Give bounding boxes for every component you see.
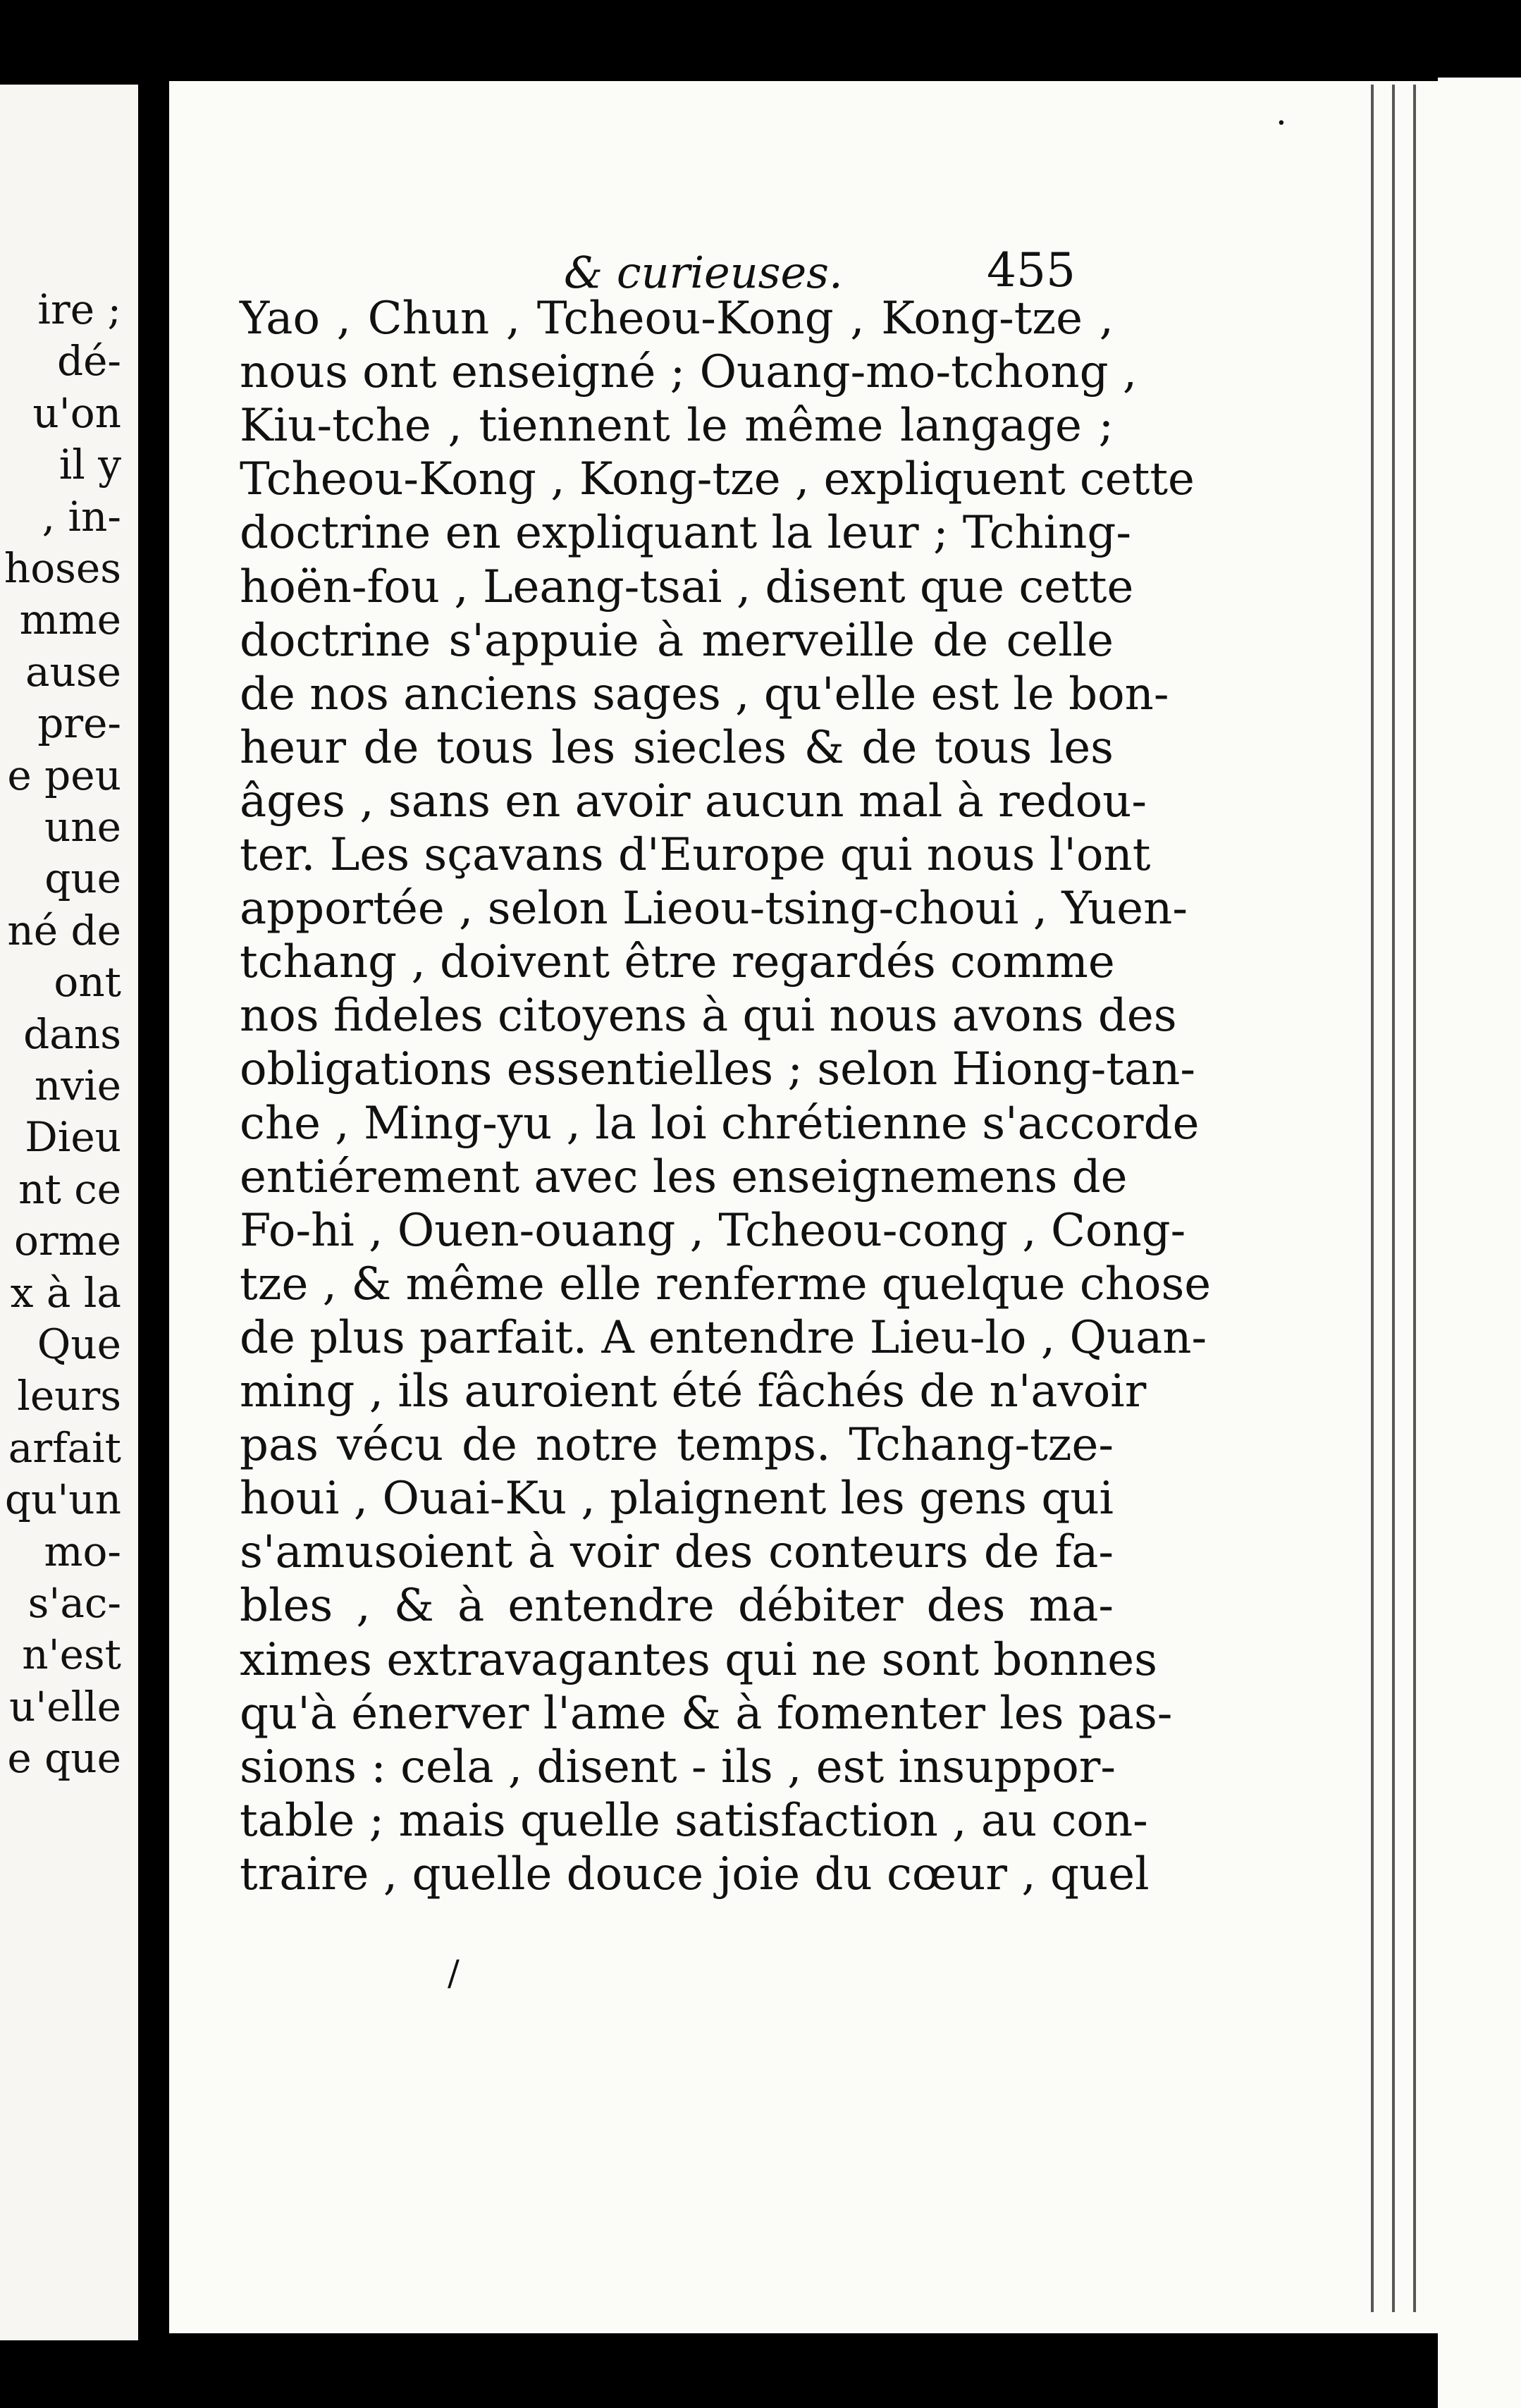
facing-page-line: Dieu <box>25 1113 121 1162</box>
facing-page-line: dans <box>23 1009 121 1058</box>
body-text-line: nous ont enseigné ; Ouang-mo-tchong , <box>240 346 1138 399</box>
body-text-line: de nos anciens sages , qu'elle est le bon- <box>240 668 1169 720</box>
facing-page-line: il y <box>58 441 121 489</box>
body-text-line: Fo-hi , Ouen-ouang , Tcheou-cong , Cong- <box>240 1204 1186 1257</box>
facing-page-line: leurs <box>17 1372 121 1420</box>
facing-page-line: u'elle <box>8 1682 121 1731</box>
body-text-line: table ; mais quelle satisfaction , au con- <box>240 1794 1148 1847</box>
body-text-line: doctrine en expliquant la leur ; Tching- <box>240 507 1131 560</box>
body-text-line: Yao , Chun , Tcheou-Kong , Kong-tze , <box>240 293 1114 345</box>
body-text-line: tze , & même elle renferme quelque chose <box>240 1258 1212 1310</box>
body-text-line: qu'à énerver l'ame & à fomenter les pas- <box>240 1687 1173 1740</box>
body-text-line: âges , sans en avoir aucun mal à redou- <box>240 775 1147 828</box>
body-text-line: nos fideles citoyens à qui nous avons des <box>240 990 1177 1043</box>
facing-page-line: mo- <box>44 1527 121 1575</box>
facing-page-line: hoses <box>4 544 121 592</box>
body-text-line: houi , Ouai-Ku , plaignent les gens qui <box>240 1473 1114 1525</box>
body-text-line: ming , ils auroient été fâchés de n'avoir <box>240 1365 1147 1418</box>
facing-page-line: ire ; <box>37 285 121 333</box>
stray-mark: / <box>448 1953 460 1994</box>
running-head: & curieuses. <box>564 247 843 298</box>
body-text-line: che , Ming-yu , la loi chrétienne s'accorde <box>240 1097 1200 1150</box>
body-text-line: doctrine s'appuie à merveille de celle <box>240 614 1114 667</box>
facing-page-line: s'ac- <box>27 1579 121 1627</box>
facing-page-line: u'on <box>32 388 121 437</box>
page-edge <box>1392 85 1395 2312</box>
body-text-line: traire , quelle douce joie du cœur , quel <box>240 1848 1150 1900</box>
page-number: 455 <box>987 243 1076 297</box>
facing-page-line: e peu <box>7 751 121 799</box>
facing-page-line: Que <box>37 1320 121 1368</box>
facing-page-line: dé- <box>56 337 121 386</box>
facing-page-line: né de <box>7 906 121 954</box>
page-edge <box>1371 85 1374 2312</box>
facing-page <box>0 85 138 2340</box>
book-gutter <box>138 85 169 2340</box>
page-edge <box>1413 85 1416 2312</box>
body-text-line: ter. Les sçavans d'Europe qui nous l'ont <box>240 829 1151 881</box>
body-text-line: pas vécu de notre temps. Tchang-tze- <box>240 1419 1114 1472</box>
body-text-line: ximes extravagantes qui ne sont bonnes <box>240 1633 1157 1686</box>
facing-page-line: nvie <box>35 1062 121 1110</box>
body-text-line: sions : cela , disent - ils , est insuppor- <box>240 1740 1116 1793</box>
facing-page-line: mme <box>19 596 121 644</box>
body-text-line: obligations essentielles ; selon Hiong-tan- <box>240 1043 1195 1096</box>
facing-page-line: e que <box>7 1734 121 1783</box>
facing-page-line: que <box>44 854 121 903</box>
facing-page-line: une <box>44 803 121 851</box>
facing-page-line: x à la <box>10 1268 121 1317</box>
facing-page-line: arfait <box>8 1423 121 1472</box>
body-text-line: hoën-fou , Leang-tsai , disent que cette <box>240 560 1134 613</box>
page-right-margin <box>1438 78 1521 2408</box>
facing-page-line: n'est <box>22 1630 121 1679</box>
body-text-line: s'amusoient à voir des conteurs de fa- <box>240 1526 1114 1579</box>
body-text-line: Tcheou-Kong , Kong-tze , expliquent cette <box>240 453 1195 506</box>
body-text-line: tchang , doivent être regardés comme <box>240 936 1115 989</box>
body-text-line: Kiu-tche , tiennent le même langage ; <box>240 400 1114 453</box>
facing-page-line: , in- <box>42 492 121 541</box>
speck-mark: · <box>1276 102 1287 143</box>
facing-page-line: orme <box>14 1217 121 1265</box>
facing-page-line: nt ce <box>18 1165 121 1213</box>
body-text-line: bles , & à entendre débiter des ma- <box>240 1580 1114 1633</box>
body-text-line: de plus parfait. A entendre Lieu-lo , Quan- <box>240 1311 1207 1364</box>
facing-page-line: ont <box>54 958 121 1007</box>
body-text-line: apportée , selon Lieou-tsing-choui , Yuen- <box>240 883 1188 935</box>
facing-page-line: ause <box>25 647 121 696</box>
body-text-line: heur de tous les siecles & de tous les <box>240 721 1114 774</box>
facing-page-line: pre- <box>37 699 121 748</box>
facing-page-line: qu'un <box>4 1475 121 1524</box>
body-text-line: entiérement avec les enseignemens de <box>240 1150 1128 1203</box>
